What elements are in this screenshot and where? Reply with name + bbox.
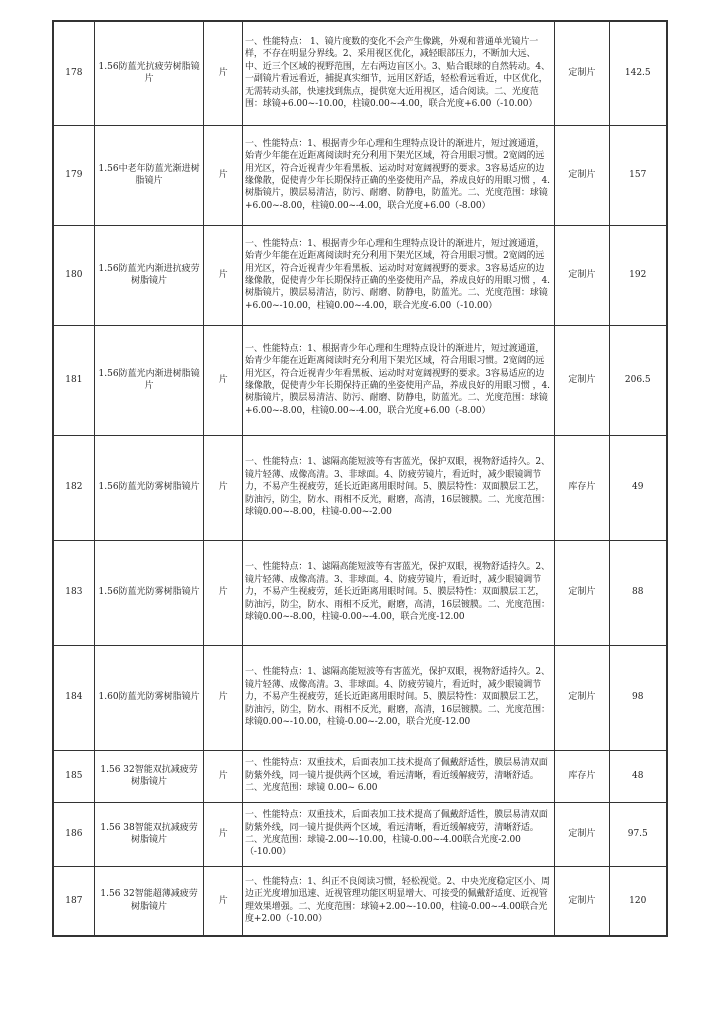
table-row bbox=[53, 866, 667, 936]
price: 49 bbox=[609, 435, 667, 540]
unit: 片 bbox=[204, 225, 243, 325]
description: 一、性能特点： 1、镜片度数的变化不会产生像跳，外观和普通单光镜片一样，不存在明显分界线。2、采用视区优化，减轻眼部压力，不断加大远、中、近三个区域的视野范围，左右两边盲区小。3、贴合眼球的自然转动。4、一副镜片看远看近，捕捉真实细节，远用区舒适，轻松看远看近，中区优化，无需转动头部，快速找到焦点，提供宽大近用视区，适合阅读。二、光度范围：球镜+6.00~-10.00，柱镜0.00~-4.00，联合光度+6.00（-10.00） bbox=[243, 21, 555, 125]
table-row bbox=[53, 645, 667, 750]
product-name: 1.56中老年防蓝光渐进树脂镜片 bbox=[94, 125, 204, 225]
row-number: 183 bbox=[53, 540, 94, 645]
lens-type: 定制片 bbox=[555, 325, 609, 435]
row-number: 187 bbox=[53, 866, 94, 936]
unit: 片 bbox=[204, 435, 243, 540]
description: 一、性能特点：1、根据青少年心理和生理特点设计的渐进片，短过渡通道，始青少年能在近距离阅读时充分利用下架光区域，符合用眼习惯。2宽阔的远用光区，符合近视青少年看黑板、运动时对宽阔视野的要求。3容易适应的边缘像散，促使青少年长期保持正确的坐姿使用产品，养成良好的用眼习惯 ，4.树脂镜片，膜层易清洁，防污、耐磨、防静电，防蓝光。二、光度范围：球镜+6.00~-10.00，柱镜0.00~-4.00，联合光度-6.00（-10.00） bbox=[243, 225, 555, 325]
unit: 片 bbox=[204, 750, 243, 802]
product-table bbox=[52, 20, 668, 937]
table-row bbox=[53, 225, 667, 325]
row-number: 186 bbox=[53, 802, 94, 866]
table-row bbox=[53, 750, 667, 802]
product-name: 1.56防蓝光内渐进树脂镜片 bbox=[94, 325, 204, 435]
lens-type: 定制片 bbox=[555, 866, 609, 936]
unit: 片 bbox=[204, 21, 243, 125]
table-row bbox=[53, 21, 667, 125]
lens-type: 定制片 bbox=[555, 802, 609, 866]
lens-type: 库存片 bbox=[555, 435, 609, 540]
description: 一、性能特点：1、滤隔高能短波等有害蓝光，保护双眼，视物舒适持久。2、镜片轻薄、成像高清。3、非球面。4、防疲劳镜片，看近时，减少眼镜调节力，不易产生视疲劳，延长近距离用眼时间。5、膜层特性：双面膜层工艺，防油污，防尘，防水、雨相不反光，耐磨，高清，16层镀膜。二、光度范围：球镜0.00~-10.00，柱镜-0.00~-2.00，联合光度-12.00 bbox=[243, 645, 555, 750]
unit: 片 bbox=[204, 866, 243, 936]
row-number: 181 bbox=[53, 325, 94, 435]
description: 一、性能特点：双重技术，后面表加工技术提高了佩戴舒适性，膜层易清双面防紫外线，同一镜片提供两个区域，看远清晰，看近缓解疲劳，清晰舒适。二、光度范围：球镜-2.00~-10.00，柱镜-0.00~-4.00联合光度-2.00（-10.00） bbox=[243, 802, 555, 866]
row-number: 182 bbox=[53, 435, 94, 540]
unit: 片 bbox=[204, 325, 243, 435]
row-number: 179 bbox=[53, 125, 94, 225]
product-name: 1.56防蓝光防雾树脂镜片 bbox=[94, 435, 204, 540]
lens-type: 定制片 bbox=[555, 540, 609, 645]
unit: 片 bbox=[204, 645, 243, 750]
price: 157 bbox=[609, 125, 667, 225]
product-name: 1.60防蓝光防雾树脂镜片 bbox=[94, 645, 204, 750]
price: 120 bbox=[609, 866, 667, 936]
table-row bbox=[53, 325, 667, 435]
product-name: 1.56防蓝光抗疲劳树脂镜片 bbox=[94, 21, 204, 125]
description: 一、性能特点：1、滤隔高能短波等有害蓝光，保护双眼，视物舒适持久。2、镜片轻薄、成像高清。3、非球面。4、防疲劳镜片，看近时，减少眼镜调节力，不易产生视疲劳，延长近距离用眼时间。5、膜层特性：双面膜层工艺，防油污，防尘，防水、雨相不反光，耐磨，高清，16层镀膜。二、光度范围：球镜0.00~-8.00，柱镜-0.00~-2.00 bbox=[243, 435, 555, 540]
lens-type: 定制片 bbox=[555, 225, 609, 325]
lens-type: 定制片 bbox=[555, 125, 609, 225]
description: 一、性能特点：1、根据青少年心理和生理特点设计的渐进片，短过渡通道，始青少年能在近距离阅读时充分利用下架光区域，符合用眼习惯。2宽阔的远用光区，符合近视青少年看黑板、运动时对宽阔视野的要求。3容易适应的边缘像散，促使青少年长期保持正确的坐姿使用产品，养成良好的用眼习惯 ，4.树脂镜片，膜层易清洁，防污、耐磨、防静电，防蓝光。二、光度范围：球镜+6.00~-8.00，柱镜0.00~-4.00，联合光度+6.00（-8.00） bbox=[243, 125, 555, 225]
price: 98 bbox=[609, 645, 667, 750]
description: 一、性能特点：1、纠正不良阅读习惯，轻松视觉。2、中央光度稳定区小、周边正光度增加迅速、近视管理功能区明显增大、可接受的佩戴舒适度、近视管理效果增强。二、光度范围：球镜+2.00~-10.00，柱镜-0.00~-4.00联合光度+2.00（-10.00） bbox=[243, 866, 555, 936]
price: 97.5 bbox=[609, 802, 667, 866]
product-name: 1.56防蓝光内渐进抗疲劳树脂镜片 bbox=[94, 225, 204, 325]
table-row bbox=[53, 125, 667, 225]
product-name: 1.56 32智能超薄减疲劳树脂镜片 bbox=[94, 866, 204, 936]
row-number: 178 bbox=[53, 21, 94, 125]
product-name: 1.56 32智能双抗减疲劳树脂镜片 bbox=[94, 750, 204, 802]
price: 142.5 bbox=[609, 21, 667, 125]
price: 206.5 bbox=[609, 325, 667, 435]
unit: 片 bbox=[204, 802, 243, 866]
product-name: 1.56防蓝光防雾树脂镜片 bbox=[94, 540, 204, 645]
table-row bbox=[53, 540, 667, 645]
lens-type: 定制片 bbox=[555, 645, 609, 750]
lens-type: 定制片 bbox=[555, 21, 609, 125]
lens-type: 库存片 bbox=[555, 750, 609, 802]
table-row bbox=[53, 435, 667, 540]
description: 一、性能特点：双重技术，后面表加工技术提高了佩戴舒适性，膜层易清双面防紫外线，同一镜片提供两个区域，看远清晰，看近缓解疲劳，清晰舒适。二、光度范围：球镜 0.00~ 6.00 bbox=[243, 750, 555, 802]
row-number: 184 bbox=[53, 645, 94, 750]
unit: 片 bbox=[204, 125, 243, 225]
row-number: 180 bbox=[53, 225, 94, 325]
price: 88 bbox=[609, 540, 667, 645]
price: 192 bbox=[609, 225, 667, 325]
row-number: 185 bbox=[53, 750, 94, 802]
table-row bbox=[53, 802, 667, 866]
price: 48 bbox=[609, 750, 667, 802]
description: 一、性能特点：1、根据青少年心理和生理特点设计的渐进片，短过渡通道，始青少年能在近距离阅读时充分利用下架光区域，符合用眼习惯。2宽阔的远用光区，符合近视青少年看黑板、运动时对宽阔视野的要求。3容易适应的边缘像散，促使青少年长期保持正确的坐姿使用产品，养成良好的用眼习惯 ，4.树脂镜片，膜层易清洁、防污、耐磨、防静电，防蓝光。二、光度范围：球镜+6.00~-8.00，柱镜0.00~-4.00，联合光度+6.00（-8.00） bbox=[243, 325, 555, 435]
product-name: 1.56 38智能双抗减疲劳树脂镜片 bbox=[94, 802, 204, 866]
description: 一、性能特点：1、滤隔高能短波等有害蓝光，保护双眼，视物舒适持久。2、镜片轻薄、成像高清。3、非球面。4、防疲劳镜片，看近时，减少眼镜调节力，不易产生视疲劳，延长近距离用眼时间。5、膜层特性：双面膜层工艺，防油污，防尘，防水、雨相不反光，耐磨，高清，16层镀膜。二、光度范围：球镜0.00~-8.00，柱镜-0.00~-4.00，联合光度-12.00 bbox=[243, 540, 555, 645]
unit: 片 bbox=[204, 540, 243, 645]
